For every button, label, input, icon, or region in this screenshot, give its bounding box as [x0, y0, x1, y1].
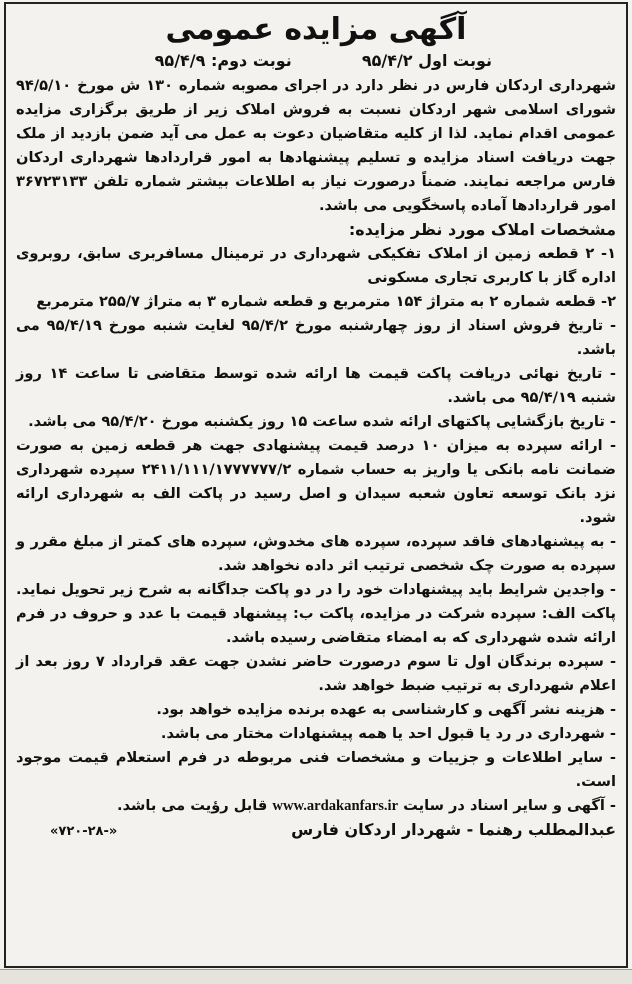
- bottom-strip: [0, 969, 632, 984]
- list-item: - شهرداری در رد یا قبول احد یا همه پیشنهادات مختار می باشد.: [160, 725, 616, 742]
- first-turn-date: نوبت اول ۹۵/۴/۲: [361, 51, 492, 70]
- page-title: آگهی مزایده عمومی: [165, 12, 467, 47]
- intro-paragraph: شهرداری اردکان فارس در نظر دارد در اجرای مصوبه شماره ۱۳۰ ش مورخ ۹۴/۵/۱۰ شورای اسلامی شهر اردکان نسبت به فروش املاک زیر از طریق برگزاری مزایده عمومی اقدام نماید. لذا از کلیه متقاضیان دعوت به عمل می آید ضمن بازدید از ملک جهت دریافت اسناد مزایده و تسلیم پیشنهادها به امور قراردادها شهرداری اردکان فارس مراجعه نمایند. ضمناً درصورت نیاز به اطلاعات بیشتر شماره تلفن ۳۶۷۲۳۱۳۳ امور قراردادها آماده پاسخگویی می باشد.: [16, 77, 616, 214]
- list-item: ۱- ۲ قطعه زمین از املاک تفکیکی شهرداری در ترمینال مسافربری سابق، روبروی اداره گاز با کاربری تجاری مسکونی: [16, 245, 616, 286]
- list-item: - تاریخ فروش اسناد از روز چهارشنبه مورخ ۹۵/۴/۲ لغایت شنبه مورخ ۹۵/۴/۱۹ می باشد.: [16, 317, 617, 358]
- list-item: ۲- قطعه شماره ۲ به متراژ ۱۵۴ مترمربع و قطعه شماره ۳ به متراژ ۲۵۵/۷ مترمربع: [36, 293, 616, 310]
- list-item: - سایر اطلاعات و جزییات و مشخصات فنی مربوطه در فرم استعلام قیمت موجود است.: [16, 749, 616, 790]
- announcement-border: [4, 2, 628, 968]
- ad-code: «۷۲۰-۲۸-»: [50, 824, 118, 839]
- list-item: - ارائه سپرده به میزان ۱۰ درصد قیمت پیشنهادی جهت هر قطعه زمین به صورت ضمانت نامه بانکی یا واریز به حساب شماره ۲۴۱۱/۱۱۱/۱۷۷۷۷۷۷/۲ سپرده شهرداری نزد بانک توسعه تعاون شعبه سیدان و اصل رسید در پاکت الف به شهرداری ارائه شود.: [16, 437, 616, 526]
- specs-heading: مشخصات املاک مورد نظر مزایده:: [348, 220, 616, 239]
- website-line-prefix: - آگهی و سایر اسناد در سایت: [403, 797, 616, 814]
- website-link[interactable]: www.ardakanfars.ir: [272, 798, 399, 814]
- list-item: - تاریخ بازگشایی پاکتهای ارائه شده ساعت ۱۵ روز یکشنبه مورخ ۹۵/۴/۲۰ می باشد.: [28, 413, 616, 430]
- second-turn-date: نوبت دوم: ۹۵/۴/۹: [154, 51, 292, 70]
- list-item: - هزینه نشر آگهی و کارشناسی به عهده برنده مزایده خواهد بود.: [156, 701, 616, 718]
- website-line-suffix: قابل رؤیت می باشد.: [117, 797, 268, 814]
- list-item: - تاریخ نهائی دریافت پاکت قیمت ها ارائه شده توسط متقاضی تا ساعت ۱۴ روز شنبه ۹۵/۴/۱۹ می باشد.: [16, 365, 616, 406]
- list-item: - سپرده برندگان اول تا سوم درصورت حاضر نشدن جهت عقد قرارداد ۷ روز بعد از اعلام شهرداری به ترتیب ضبط خواهد شد.: [16, 653, 616, 694]
- list-item: - به پیشنهادهای فاقد سپرده، سپرده های مخدوش، سپرده های کمتر از مبلغ مقرر و سپرده به صورت چک شخصی ترتیب اثر داده نخواهد شد.: [16, 533, 616, 574]
- signature: عبدالمطلب رهنما - شهردار اردکان فارس: [291, 820, 616, 839]
- list-item: - واجدین شرایط باید پیشنهادات خود را در دو پاکت جداگانه به شرح زیر تحویل نماید. پاکت الف: سپرده شرکت در مزایده، پاکت ب: پیشنهاد قیمت با عدد و حروف در فرم ارائه شده شهرداری که به امضاء متقاضی رسیده باشد.: [16, 581, 616, 646]
